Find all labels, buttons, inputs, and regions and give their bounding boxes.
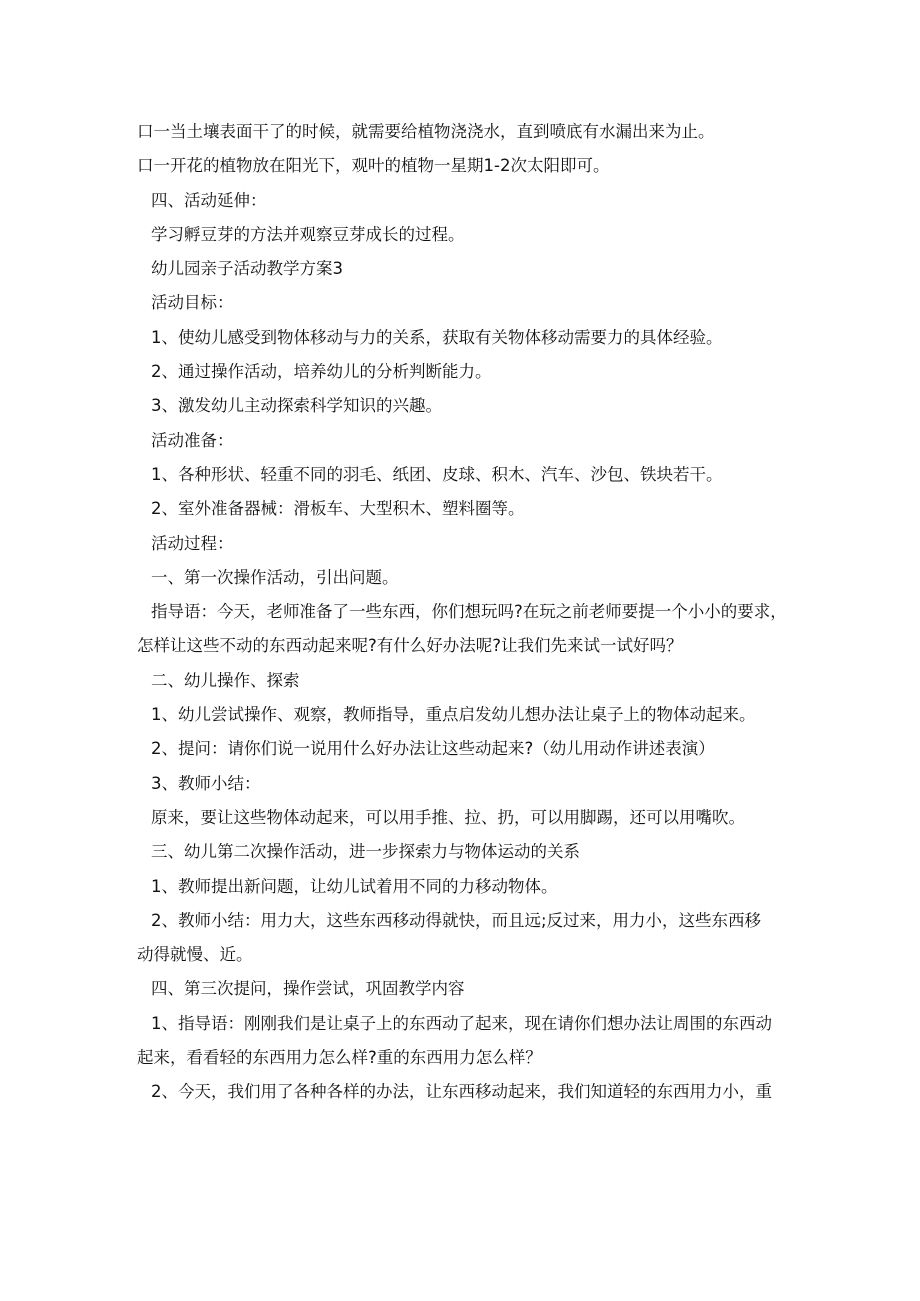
text-line: 四、第三次提问，操作尝试，巩固教学内容: [151, 979, 465, 999]
text-line: 3、激发幼儿主动探索科学知识的兴趣。: [151, 396, 442, 416]
text-line: 原来，要让这些物体动起来，可以用手推、拉、扔，可以用脚踢，还可以用嘴吹。: [151, 807, 745, 827]
text-line: 1、教师提出新问题，让幼儿试着用不同的力移动物体。: [151, 876, 558, 896]
text-line: 怎样让这些不动的东西动起来呢?有什么好办法呢?让我们先来试一试好吗？: [137, 636, 683, 656]
document-body: [137, 115, 797, 1110]
text-line: 1、使幼儿感受到物体移动与力的关系，获取有关物体移动需要力的具体经验。: [151, 327, 723, 347]
text-line: 动得就慢、近。: [137, 945, 253, 965]
text-line: 二、幼儿操作、探索: [151, 670, 300, 690]
text-line: 1、各种形状、轻重不同的羽毛、纸团、皮球、积木、汽车、沙包、铁块若干。: [151, 464, 723, 484]
text-line: 1、指导语：刚刚我们是让桌子上的东西动了起来，现在请你们想办法让周围的东西动: [151, 1013, 772, 1033]
text-line: 幼儿园亲子活动教学方案3: [151, 259, 343, 279]
text-line: 2、室外准备器械：滑板车、大型积木、塑料圈等。: [151, 499, 525, 519]
text-line: 三、幼儿第二次操作活动，进一步探索力与物体运动的关系: [151, 842, 580, 862]
text-line: 活动准备：: [151, 430, 234, 450]
text-line: 3、教师小结：: [151, 773, 261, 793]
text-line: 2、教师小结：用力大，这些东西移动得就快，而且远;反过来，用力小，这些东西移: [151, 910, 762, 930]
text-line: 一、第一次操作活动，引出问题。: [151, 567, 399, 587]
text-line: 起来，看看轻的东西用力怎么样?重的东西用力怎么样？: [137, 1048, 542, 1068]
text-line: 四、活动延伸：: [151, 190, 267, 210]
text-line: 活动目标：: [151, 293, 234, 313]
text-line: 2、提问：请你们说一说用什么好办法让这些动起来?（幼儿用动作讲述表演）: [151, 739, 715, 759]
text-line: 指导语：今天，老师准备了一些东西，你们想玩吗?在玩之前老师要提一个小小的要求，: [151, 602, 787, 622]
text-line: 1、幼儿尝试操作、观察，教师指导，重点启发幼儿想办法让桌子上的物体动起来。: [151, 705, 756, 725]
text-line: 学习孵豆芽的方法并观察豆芽成长的过程。: [151, 224, 465, 244]
text-line: 活动过程：: [151, 533, 234, 553]
text-line: 2、今天，我们用了各种各样的办法，让东西移动起来，我们知道轻的东西用力小，重: [151, 1082, 772, 1102]
text-line: 口一开花的植物放在阳光下，观叶的植物一星期1-2次太阳即可。: [137, 156, 610, 176]
text-line: 口一当土壤表面干了的时候，就需要给植物浇浇水，直到喷底有水漏出来为止。: [137, 122, 715, 141]
text-line: 2、通过操作活动，培养幼儿的分析判断能力。: [151, 362, 492, 382]
